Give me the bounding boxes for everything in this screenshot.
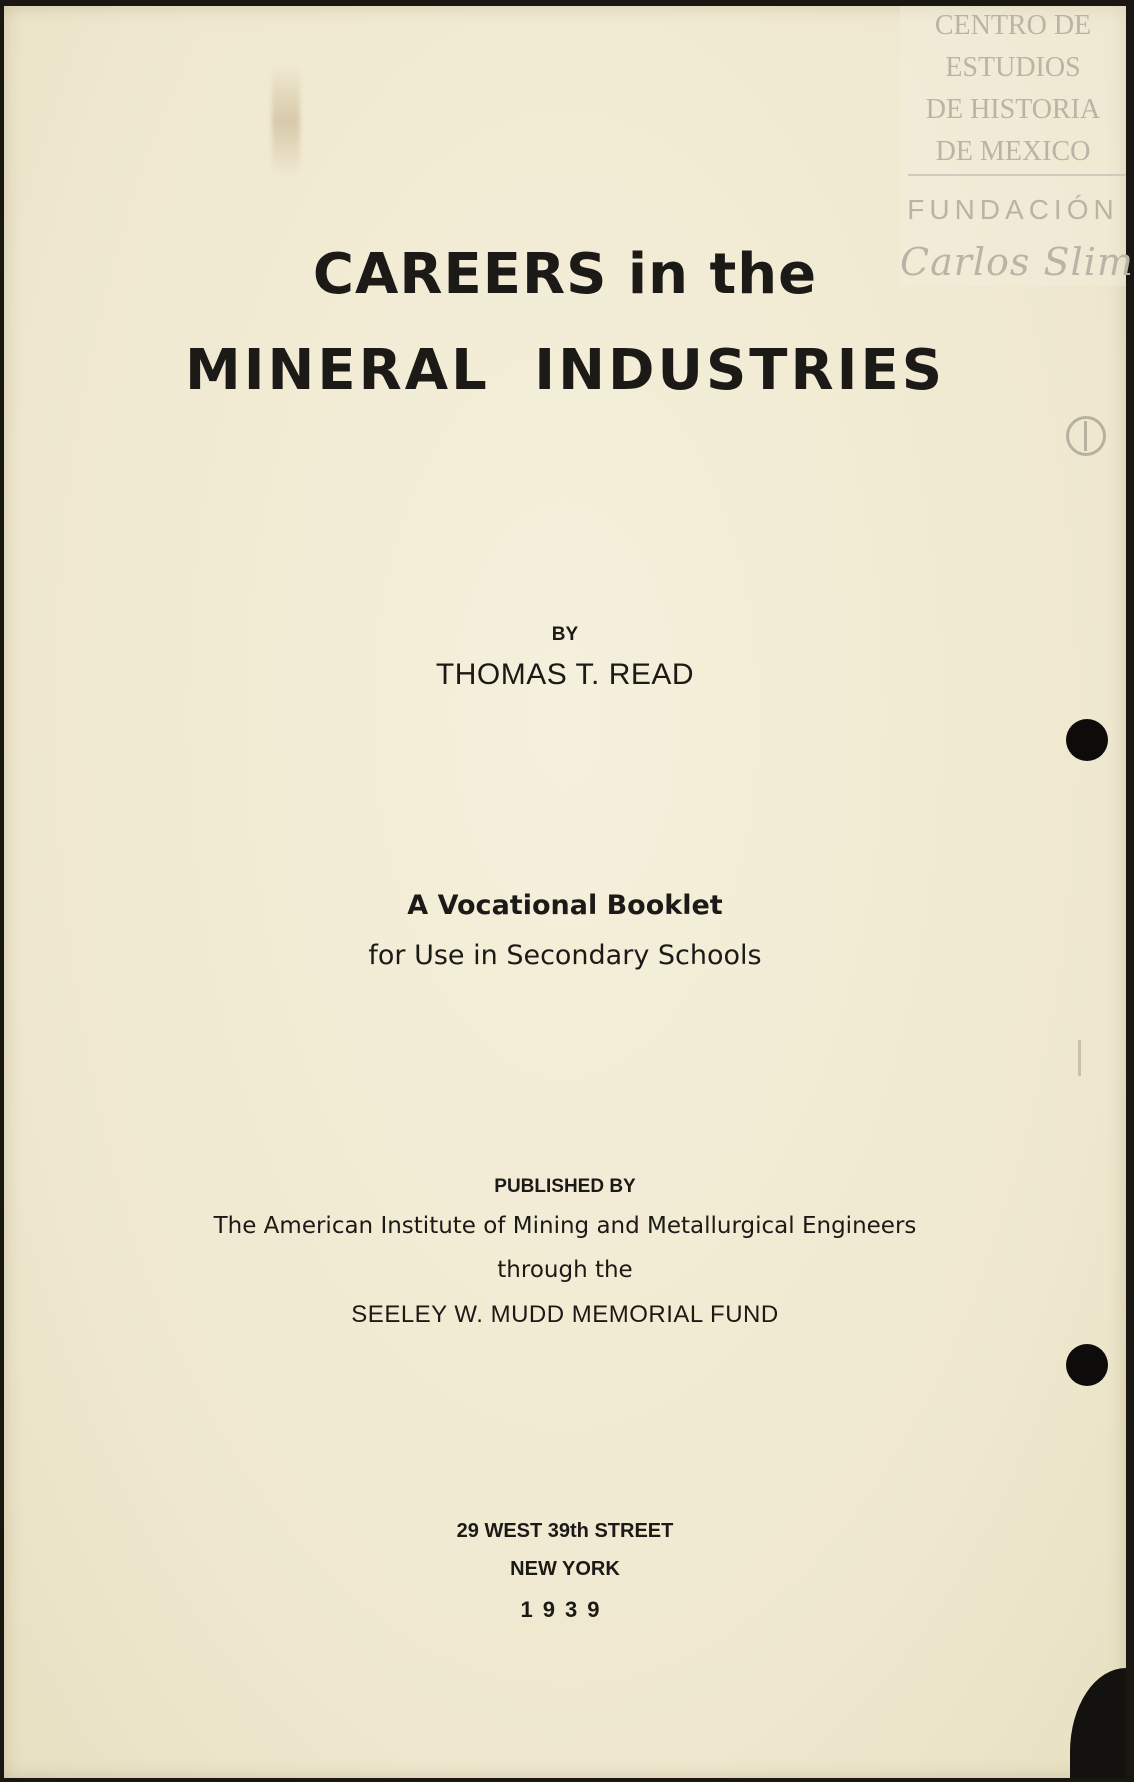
seal-line-3: DE HISTORIA bbox=[925, 94, 1101, 125]
punch-hole-icon bbox=[1066, 1344, 1108, 1386]
seal-divider bbox=[908, 174, 1126, 176]
publisher-name: The American Institute of Mining and Metallurgical Engineers bbox=[213, 1213, 917, 1239]
address-street: 29 WEST 39th STREET bbox=[456, 1520, 674, 1542]
publisher-through: through the bbox=[497, 1257, 633, 1283]
seal-fund: FUNDACIÓN bbox=[907, 194, 1119, 225]
author-name: THOMAS T. READ bbox=[435, 658, 695, 691]
seal-signature: Carlos Slim bbox=[900, 240, 1134, 284]
seal-line-1: CENTRO DE bbox=[934, 10, 1092, 41]
published-by-label: PUBLISHED BY bbox=[494, 1176, 636, 1197]
paper-stain bbox=[272, 66, 300, 176]
seal-line-4: DE MEXICO bbox=[935, 136, 1091, 167]
title-line-1: CAREERS in the bbox=[312, 242, 818, 307]
faint-punch-hole-icon bbox=[1066, 416, 1106, 456]
by-label: BY bbox=[551, 624, 579, 645]
subtitle-line-1: A Vocational Booklet bbox=[407, 890, 723, 921]
paper-mark bbox=[1078, 1040, 1081, 1076]
publication-year: 1939 bbox=[520, 1597, 610, 1622]
subtitle-line-2: for Use in Secondary Schools bbox=[368, 940, 762, 971]
publisher-fund: SEELEY W. MUDD MEMORIAL FUND bbox=[351, 1301, 779, 1328]
seal-line-2: ESTUDIOS bbox=[945, 52, 1081, 83]
torn-corner bbox=[1070, 1668, 1126, 1778]
punch-hole-icon bbox=[1066, 719, 1108, 761]
title-line-2: MINERAL INDUSTRIES bbox=[184, 338, 946, 403]
address-city: NEW YORK bbox=[510, 1558, 620, 1580]
document-page bbox=[4, 6, 1134, 1778]
